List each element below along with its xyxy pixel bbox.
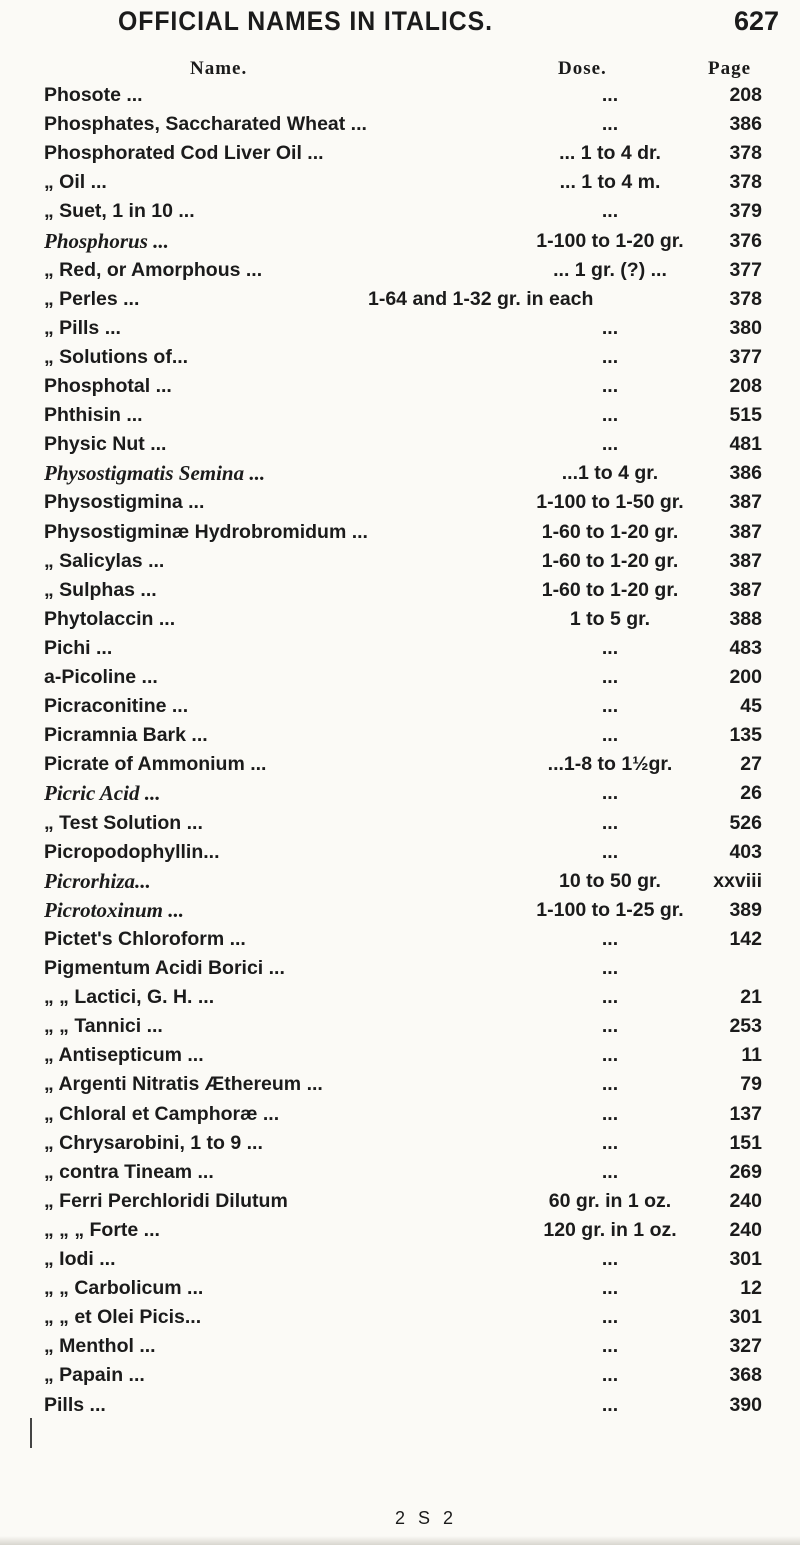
entry-dose: 1-100 to 1-25 gr. bbox=[536, 898, 684, 921]
entry-name: Physostigmatis Semina ... bbox=[44, 461, 266, 486]
entry-page: 390 bbox=[729, 1393, 762, 1416]
entry-name: „ „ „ Forte ... bbox=[44, 1218, 160, 1241]
entry-dose: ... bbox=[601, 316, 619, 339]
entry-dose: ... bbox=[601, 1073, 619, 1096]
index-row bbox=[0, 1275, 800, 1301]
entry-name: „ „ Tannici ... bbox=[44, 1015, 163, 1038]
index-row bbox=[0, 868, 800, 894]
entry-name: „ Chloral et Camphoræ ... bbox=[44, 1102, 280, 1125]
entry-name: „ Suet, 1 in 10 ... bbox=[44, 200, 195, 223]
entry-page: 142 bbox=[729, 927, 762, 950]
entry-dose: ... bbox=[601, 404, 619, 427]
entry-dose: 120 gr. in 1 oz. bbox=[543, 1218, 677, 1241]
entry-name: „ Iodi ... bbox=[44, 1248, 116, 1270]
index-row bbox=[0, 839, 800, 865]
entry-dose: ... bbox=[601, 1393, 619, 1416]
index-row bbox=[0, 722, 800, 748]
entry-dose: 1-100 to 1-20 gr. bbox=[536, 229, 684, 252]
entry-dose: 1-60 to 1-20 gr. bbox=[541, 578, 679, 601]
entry-page: 240 bbox=[729, 1189, 762, 1212]
entry-name: „ Argenti Nitratis Æthereum ... bbox=[44, 1073, 323, 1096]
entry-dose: ... bbox=[601, 782, 619, 805]
entry-dose: ... bbox=[601, 1335, 619, 1358]
entry-page: 403 bbox=[729, 840, 762, 863]
entry-page: 269 bbox=[729, 1160, 762, 1183]
index-row bbox=[0, 257, 800, 283]
entry-name: Phosphorated Cod Liver Oil ... bbox=[44, 142, 324, 165]
entry-page: 253 bbox=[729, 1015, 762, 1038]
entry-dose: ... bbox=[601, 113, 619, 136]
entry-name: „ contra Tineam ... bbox=[44, 1160, 214, 1183]
entry-page: 386 bbox=[729, 113, 762, 136]
entry-dose: ... bbox=[601, 811, 619, 834]
entry-name: Physostigmina ... bbox=[44, 491, 205, 514]
entry-page: 301 bbox=[729, 1248, 762, 1270]
entry-dose: ... bbox=[601, 1015, 619, 1038]
page-number: 627 bbox=[734, 6, 780, 36]
entry-name: „ Test Solution ... bbox=[44, 811, 203, 834]
entry-dose: ... bbox=[601, 1277, 619, 1300]
index-row bbox=[0, 344, 800, 370]
entry-page: 386 bbox=[729, 462, 762, 485]
entry-name: „ „ Carbolicum ... bbox=[44, 1277, 204, 1300]
entry-dose: ... bbox=[601, 957, 619, 979]
entry-page: 380 bbox=[729, 316, 762, 339]
entry-dose: ... bbox=[601, 666, 619, 688]
entry-name: „ Oil ... bbox=[44, 171, 107, 194]
entry-dose: ...1-8 to 1½gr. bbox=[547, 753, 673, 776]
entry-name: Phosphates, Saccharated Wheat ... bbox=[44, 113, 367, 136]
entry-page: 45 bbox=[740, 695, 762, 718]
index-row bbox=[0, 111, 800, 137]
index-row bbox=[0, 664, 800, 690]
index-row bbox=[0, 169, 800, 195]
index-row bbox=[0, 198, 800, 224]
index-row bbox=[0, 1333, 800, 1359]
entry-dose: ... bbox=[601, 1102, 619, 1125]
entry-page: 200 bbox=[729, 666, 762, 688]
index-row bbox=[0, 751, 800, 777]
index-row bbox=[0, 810, 800, 836]
entry-dose: ... bbox=[601, 927, 619, 950]
index-row bbox=[0, 1362, 800, 1388]
entry-dose: ...1 to 4 gr. bbox=[561, 462, 659, 485]
entry-dose: ... bbox=[601, 636, 619, 659]
entry-name: Phytolaccin ... bbox=[44, 607, 176, 630]
entry-dose: ... bbox=[601, 433, 619, 456]
entry-page: 137 bbox=[729, 1102, 762, 1125]
entry-dose: ... bbox=[601, 986, 619, 1009]
index-row bbox=[0, 460, 800, 486]
entry-name: „ „ Lactici, G. H. ... bbox=[44, 986, 215, 1009]
index-row bbox=[0, 1042, 800, 1068]
entry-page: 379 bbox=[729, 200, 762, 223]
entry-name: Picrorhiza... bbox=[44, 868, 151, 893]
index-row bbox=[0, 548, 800, 574]
entry-page: 377 bbox=[729, 345, 762, 368]
index-row bbox=[0, 606, 800, 632]
entry-name: Phosote ... bbox=[44, 84, 143, 106]
entry-name: „ Ferri Perchloridi Dilutum bbox=[44, 1189, 288, 1212]
entry-name: Physostigminæ Hydrobromidum ... bbox=[44, 520, 368, 543]
entry-dose: ... 1 gr. (?) ... bbox=[553, 258, 667, 281]
entry-name: a-Picoline ... bbox=[44, 666, 158, 688]
entry-page: 389 bbox=[729, 898, 762, 921]
margin-bracket bbox=[30, 1418, 32, 1448]
entry-dose: ... bbox=[601, 1160, 619, 1183]
index-row bbox=[0, 1246, 800, 1272]
entry-page: 27 bbox=[740, 753, 762, 776]
entry-dose: 1-100 to 1-50 gr. bbox=[536, 491, 684, 514]
index-row bbox=[0, 897, 800, 923]
entry-dose: 1-60 to 1-20 gr. bbox=[541, 520, 679, 543]
printer-signature: 2 S 2 bbox=[395, 1508, 458, 1528]
entry-dose: ... bbox=[601, 200, 619, 223]
entry-dose: ... bbox=[601, 1131, 619, 1154]
entry-name: „ Solutions of... bbox=[44, 345, 189, 368]
column-header-page: Page bbox=[708, 58, 752, 79]
index-row bbox=[0, 1159, 800, 1185]
entry-page: 378 bbox=[729, 142, 762, 165]
index-row bbox=[0, 402, 800, 428]
index-row bbox=[0, 228, 800, 254]
index-row bbox=[0, 955, 800, 981]
index-row bbox=[0, 1188, 800, 1214]
entry-page: 135 bbox=[729, 724, 762, 747]
entry-dose: ... bbox=[601, 1306, 619, 1329]
index-row bbox=[0, 926, 800, 952]
entry-name: Picric Acid ... bbox=[44, 781, 161, 806]
entry-dose: 10 to 50 gr. bbox=[559, 869, 661, 892]
index-row bbox=[0, 519, 800, 545]
index-row bbox=[0, 82, 800, 108]
entry-page: 387 bbox=[729, 578, 762, 601]
entry-dose: ... 1 to 4 m. bbox=[559, 171, 661, 194]
entry-dose: ... bbox=[601, 1364, 619, 1387]
index-row bbox=[0, 140, 800, 166]
index-row bbox=[0, 1071, 800, 1097]
entry-name: „ Antisepticum ... bbox=[44, 1044, 204, 1067]
column-header-name: Name. bbox=[190, 58, 248, 79]
index-row bbox=[0, 1392, 800, 1418]
entry-dose: ... bbox=[601, 345, 619, 368]
entry-dose: 1 to 5 gr. bbox=[569, 607, 651, 630]
entry-name: „ Menthol ... bbox=[44, 1335, 156, 1358]
entry-dose: 1-64 and 1-32 gr. in each bbox=[368, 287, 594, 310]
entry-name: „ Pills ... bbox=[44, 316, 121, 339]
entry-page: 378 bbox=[729, 171, 762, 194]
entry-page: 368 bbox=[729, 1364, 762, 1387]
entry-page: 240 bbox=[729, 1218, 762, 1241]
entry-name: Pigmentum Acidi Borici ... bbox=[44, 957, 285, 979]
index-row bbox=[0, 635, 800, 661]
entry-dose: 60 gr. in 1 oz. bbox=[548, 1189, 672, 1212]
entry-name: „ „ et Olei Picis... bbox=[44, 1306, 202, 1329]
index-row bbox=[0, 315, 800, 341]
entry-name: Pichi ... bbox=[44, 636, 113, 659]
entry-name: Phosphorus ... bbox=[44, 228, 169, 253]
entry-name: Picrate of Ammonium ... bbox=[44, 753, 267, 776]
entry-page: 79 bbox=[740, 1073, 762, 1096]
entry-page: 483 bbox=[729, 636, 762, 659]
index-row bbox=[0, 431, 800, 457]
index-row bbox=[0, 1217, 800, 1243]
entry-page: 481 bbox=[729, 433, 762, 456]
entry-name: „ Red, or Amorphous ... bbox=[44, 258, 263, 281]
index-row bbox=[0, 1304, 800, 1330]
index-row bbox=[0, 780, 800, 806]
entry-dose: ... bbox=[601, 695, 619, 718]
entry-dose: 1-60 to 1-20 gr. bbox=[541, 549, 679, 572]
entry-page: 526 bbox=[729, 811, 762, 834]
entry-name: „ Chrysarobini, 1 to 9 ... bbox=[44, 1131, 263, 1154]
entry-page: 21 bbox=[740, 986, 762, 1009]
entry-page: 387 bbox=[729, 520, 762, 543]
entry-page: xxviii bbox=[713, 869, 762, 892]
running-head: OFFICIAL NAMES IN ITALICS. bbox=[118, 6, 493, 36]
index-row bbox=[0, 577, 800, 603]
entry-page: 377 bbox=[729, 258, 762, 281]
index-row bbox=[0, 286, 800, 312]
entry-page: 387 bbox=[729, 491, 762, 514]
entry-page: 26 bbox=[740, 782, 762, 805]
index-row bbox=[0, 1013, 800, 1039]
index-row bbox=[0, 489, 800, 515]
entry-name: Picramnia Bark ... bbox=[44, 724, 208, 747]
entry-name: Pictet's Chloroform ... bbox=[44, 927, 246, 950]
entry-dose: ... bbox=[601, 840, 619, 863]
entry-name: „ Salicylas ... bbox=[44, 549, 165, 572]
page-edge bbox=[0, 1536, 800, 1545]
entry-page: 376 bbox=[729, 229, 762, 252]
entry-dose: ... bbox=[601, 375, 619, 397]
index-row bbox=[0, 984, 800, 1010]
entry-dose: ... bbox=[601, 1044, 619, 1067]
entry-dose: ... bbox=[601, 84, 619, 106]
index-row bbox=[0, 1130, 800, 1156]
entry-page: 301 bbox=[729, 1306, 762, 1329]
entry-page: 327 bbox=[729, 1335, 762, 1358]
entry-name: „ Sulphas ... bbox=[44, 578, 157, 601]
entry-name: Pills ... bbox=[44, 1393, 106, 1416]
entry-dose: ... bbox=[601, 724, 619, 747]
entry-page: 388 bbox=[729, 607, 762, 630]
entry-page: 387 bbox=[729, 549, 762, 572]
entry-dose: ... 1 to 4 dr. bbox=[559, 142, 661, 165]
entry-name: Phosphotal ... bbox=[44, 375, 172, 397]
entry-name: „ Papain ... bbox=[44, 1364, 145, 1387]
entry-name: Picrotoxinum ... bbox=[44, 897, 185, 922]
entry-page: 208 bbox=[729, 84, 762, 106]
entry-name: Picraconitine ... bbox=[44, 695, 189, 718]
entry-name: Physic Nut ... bbox=[44, 433, 167, 456]
entry-dose: ... bbox=[601, 1248, 619, 1270]
entry-name: Phthisin ... bbox=[44, 404, 143, 427]
entry-name: „ Perles ... bbox=[44, 287, 140, 310]
entry-page: 378 bbox=[729, 287, 762, 310]
entry-page: 208 bbox=[729, 375, 762, 397]
index-row bbox=[0, 693, 800, 719]
index-row bbox=[0, 1101, 800, 1127]
entry-name: Picropodophyllin... bbox=[44, 840, 220, 863]
entry-page: 11 bbox=[741, 1044, 762, 1067]
column-header-dose: Dose. bbox=[558, 58, 607, 79]
entry-page: 12 bbox=[740, 1277, 762, 1300]
entry-page: 515 bbox=[729, 404, 762, 427]
index-row bbox=[0, 373, 800, 399]
entry-page: 151 bbox=[729, 1131, 762, 1154]
